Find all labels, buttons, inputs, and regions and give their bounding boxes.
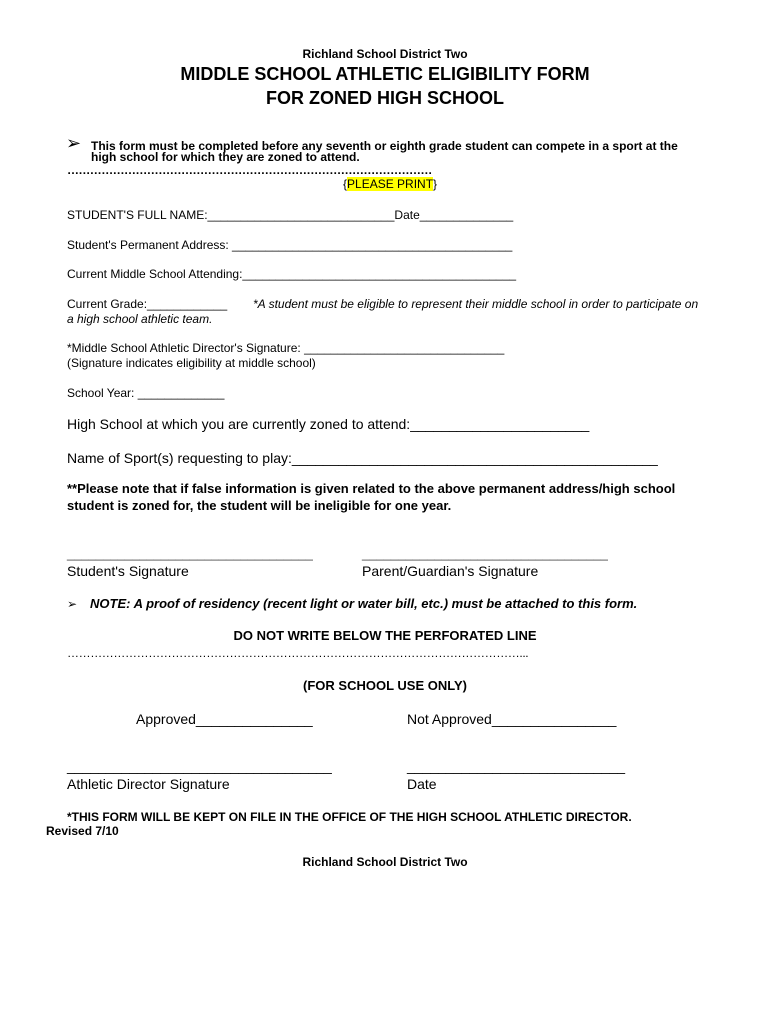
form-title-line2: FOR ZONED HIGH SCHOOL: [266, 88, 504, 108]
ad-signature-line[interactable]: __________________________________: [67, 758, 332, 774]
ad-signature-field[interactable]: *Middle School Athletic Director's Signature: ______________________________: [67, 341, 505, 355]
district-header: Richland School District Two: [302, 47, 468, 61]
grade-note-line1: *A student must be eligible to represent their middle school in order to participate on: [253, 297, 699, 311]
please-print-text: PLEASE PRINT: [347, 177, 434, 191]
approved-field[interactable]: Approved_______________: [136, 711, 313, 727]
intro-line2: high school for which they are zoned to attend.: [91, 150, 360, 164]
brace-open: {: [343, 177, 348, 191]
date-label: Date: [407, 776, 437, 792]
sport-field[interactable]: Name of Sport(s) requesting to play:_______________________________________________: [67, 450, 658, 466]
district-footer: Richland School District Two: [302, 855, 468, 869]
school-use-heading: (FOR SCHOOL USE ONLY): [303, 678, 467, 693]
ad-signature-label: Athletic Director Signature: [67, 776, 230, 792]
date-line[interactable]: ____________________________: [407, 758, 626, 774]
grade-field[interactable]: Current Grade:____________: [67, 297, 228, 311]
residency-note: NOTE: A proof of residency (recent light or water bill, etc.) must be attached to this form.: [90, 596, 638, 611]
please-print-label: [343, 177, 437, 191]
parent-signature-line[interactable]: __________________________________: [362, 546, 608, 561]
dotted-separator: ……………………………………………………………………………………: [67, 163, 432, 177]
brace-close: }: [433, 177, 438, 191]
address-field[interactable]: Student's Permanent Address: __________________________________________: [67, 238, 513, 252]
perforated-line: ………………………………………………………………………………………………………...: [67, 646, 529, 660]
student-signature-label: Student's Signature: [67, 563, 189, 579]
school-year-field[interactable]: School Year: _____________: [67, 386, 225, 400]
perforation-heading: DO NOT WRITE BELOW THE PERFORATED LINE: [233, 628, 537, 643]
not-approved-field[interactable]: Not Approved________________: [407, 711, 617, 727]
middle-school-field[interactable]: Current Middle School Attending:_________________________________________: [67, 267, 517, 281]
warning-line1: **Please note that if false information is given related to the above permanent address/high school: [67, 481, 676, 496]
form-title-line1: MIDDLE SCHOOL ATHLETIC ELIGIBILITY FORM: [180, 64, 590, 84]
grade-note-line2: a high school athletic team.: [67, 312, 213, 326]
full-name-field[interactable]: STUDENT'S FULL NAME:____________________________Date______________: [67, 208, 514, 222]
ad-signature-note: (Signature indicates eligibility at middle school): [67, 356, 316, 370]
arrow-bullet-icon: ➢: [67, 597, 78, 611]
student-signature-line[interactable]: __________________________________: [67, 546, 313, 561]
warning-line2: student is zoned for, the student will be ineligible for one year.: [67, 498, 452, 513]
arrow-bullet-icon: ➢: [66, 133, 82, 153]
parent-signature-label: Parent/Guardian's Signature: [362, 563, 539, 579]
intro-line1: This form must be completed before any seventh or eighth grade student can compete in a sport at the: [91, 139, 678, 153]
revised-date: Revised 7/10: [46, 824, 119, 838]
kept-on-file-note: *THIS FORM WILL BE KEPT ON FILE IN THE OFFICE OF THE HIGH SCHOOL ATHLETIC DIRECTOR.: [67, 810, 632, 824]
zoned-high-school-field[interactable]: High School at which you are currently zoned to attend:_______________________: [67, 416, 590, 432]
